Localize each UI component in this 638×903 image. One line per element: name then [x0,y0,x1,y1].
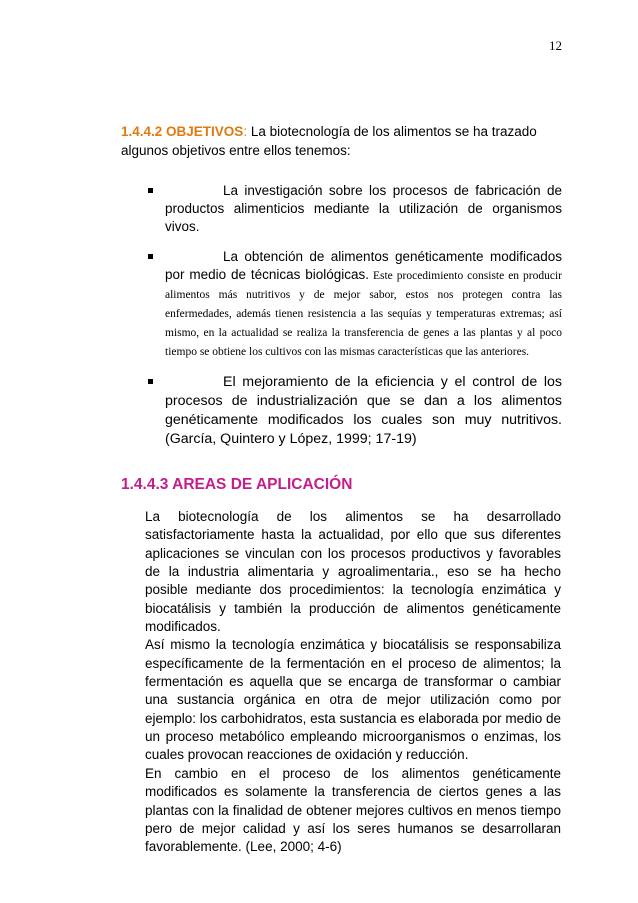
list-item [148,373,562,449]
objectives-paragraph [121,122,561,160]
list-item [148,182,562,236]
objectives-intro: La biotecnología de los alimentos se ha trazado algunos objetivos entre ellos tenemos: [121,124,537,158]
list-item-text: La investigación sobre los procesos de fabricación de productos alimenticios mediante la utilización de organismos vivos. [165,183,562,234]
square-bullet-icon [148,254,153,259]
paragraph: La biotecnología de los alimentos se ha desarrollado satisfactoriamente hasta la actualidad, por ello que sus diferentes aplicaciones se vinculan con los procesos productivos y favorables de la industria alimentaria y agroalimentaria., eso se ha hecho posible mediante dos procedimientos: la tecnología enzimática y biocatálisis y también la producción de alimentos genéticamente modificados. [145,509,561,635]
objectives-colon: : [243,124,248,139]
list-item-text: La obtención de alimentos genéticamente modificados por medio de técnicas biológicas. [165,249,562,282]
square-bullet-icon [148,379,153,384]
paragraph: Así mismo la tecnología enzimática y biocatálisis se responsabiliza específicamente de la fermentación en el proceso de alimentos; la fermentación es aquella que se encarga de transformar o cambiar una sustancia orgánica en otra de mejor utilización como por ejemplo: los carbohidratos, esta sustancia es elaborada por medio de un proceso metabólico empleando microorganismos o enzimas, los cuales provocan reacciones de oxidación y reducción. [145,637,561,763]
page-number: 12 [549,38,562,53]
list-item [148,248,562,361]
list-item-text: El mejoramiento de la eficiencia y el control de los procesos de industrialización que se dan a los alimentos genéticamente modificados los cuales son muy nutritivos. (García, Quintero y López, 1999; 17-19) [165,374,562,447]
paragraph: En cambio en el proceso de los alimentos genéticamente modificados es solamente la transferencia de ciertos genes a las plantas con la finalidad de obtener mejores cultivos en menos tiempo pero de mejor calidad y así los seres humanos se desarrollaran favorablemente. (Lee, 2000; 4-6) [145,765,561,855]
body-text [145,508,561,857]
section-heading: 1.4.4.3 AREAS DE APLICACIÓN [121,476,353,493]
list-item-detail: Este procedimiento consiste en producir alimentos más nutritivos y de mejor sabor, estos nos protegen contra las enfermedades, además tienen resistencia a las sequías y temperaturas extremas; así mismo, en la actualidad se realiza la transferencia de genes a las plantas y al poco tiempo se obtiene los cultivos con las mismas características que las anteriores. [165,270,562,358]
square-bullet-icon [148,188,153,193]
objectives-list [148,182,562,461]
objectives-heading: 1.4.4.2 OBJETIVOS [121,124,244,139]
